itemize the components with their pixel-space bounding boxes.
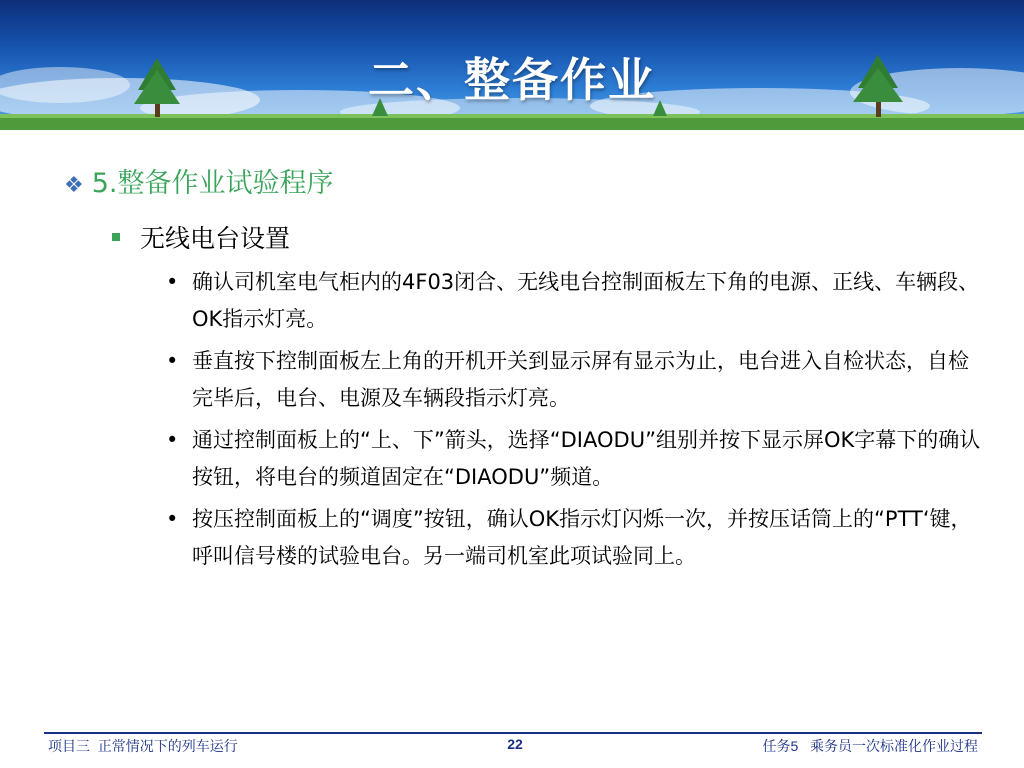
bullet-dot-icon: • <box>166 270 179 294</box>
list-item-text: 垂直按下控制面板左上角的开机开关到显示屏有显示为止，电台进入自检状态，自检完毕后，电台、电源及车辆段指示灯亮。 <box>192 349 969 410</box>
list-item <box>166 501 986 575</box>
subsection-title: 无线电台设置 <box>140 224 291 253</box>
list-item <box>166 422 986 496</box>
square-bullet-icon <box>112 233 120 241</box>
diamond-cluster-icon: ❖ <box>64 173 84 198</box>
page-number: 22 <box>507 736 523 752</box>
bullet-dot-icon: • <box>166 507 179 531</box>
footer-task-label: 任务5 乘务员一次标准化作业过程 <box>762 738 978 754</box>
list-item <box>166 343 986 417</box>
step-list <box>166 264 986 580</box>
section-title: 5.整备作业试验程序 <box>91 168 334 199</box>
list-item-text: 按压控制面板上的“调度”按钮，确认OK指示灯闪烁一次，并按压话筒上的“PTT‘键，呼叫信号楼的试验电台。另一端司机室此项试验同上。 <box>192 507 972 568</box>
subsection-heading <box>112 219 290 259</box>
footer-divider <box>44 732 982 734</box>
section-heading <box>64 164 334 206</box>
bullet-dot-icon: • <box>166 349 179 373</box>
footer-project-label: 项目三 正常情况下的列车运行 <box>48 738 238 754</box>
page-title: 二、整备作业 <box>368 53 656 107</box>
bullet-dot-icon: • <box>166 428 179 452</box>
list-item <box>166 264 986 338</box>
list-item-text: 确认司机室电气柜内的4F03闭合、无线电台控制面板左下角的电源、正线、车辆段、OK指示灯亮。 <box>192 270 980 331</box>
list-item-text: 通过控制面板上的“上、下”箭头，选择“DIAODU”组别并按下显示屏OK字幕下的确认按钮，将电台的频道固定在“DIAODU”频道。 <box>192 428 981 489</box>
